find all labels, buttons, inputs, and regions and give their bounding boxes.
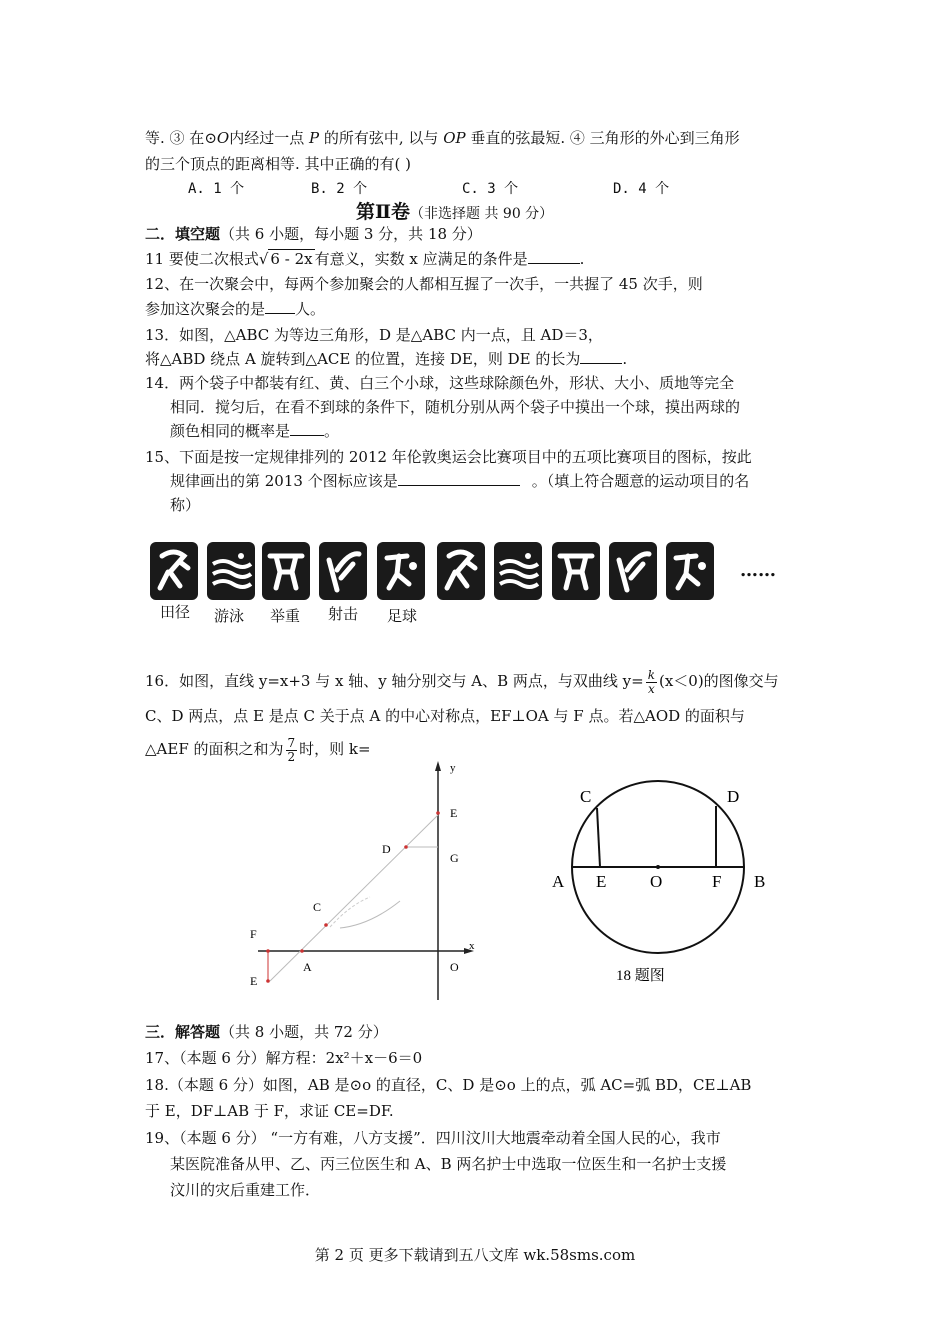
icon-label-shooting: 射击 <box>328 605 359 623</box>
y-axis-arrow <box>435 761 441 771</box>
point-p: P <box>308 129 320 147</box>
q13-line1: 13．如图，△ABC 为等边三角形，D 是△ABC 内一点，且 AD＝3， <box>145 326 603 344</box>
label-d: D <box>727 787 740 806</box>
athletics-icon <box>150 542 198 600</box>
fraction-numerator: 7 <box>287 735 296 750</box>
q16-text: (x＜0)的图像交与 <box>658 672 779 690</box>
center-o <box>656 865 660 869</box>
label-d: D <box>382 842 391 856</box>
q14-line1: 14．两个袋子中都装有红、黄、白三个小球，这些球除颜色外，形状、大小、质地等完全 <box>145 374 735 392</box>
weightlifting-icon <box>262 542 310 600</box>
section2-subtitle: （非选择题 共 90 分） <box>410 206 554 222</box>
label-g: G <box>450 851 459 865</box>
figure-16 <box>240 755 490 1005</box>
label-o: O <box>650 872 663 891</box>
section2-heading: 二．填空题 <box>145 225 221 243</box>
label-c: C <box>313 900 322 914</box>
answer-blank[interactable] <box>580 349 622 364</box>
athletics-icon <box>437 542 485 600</box>
q14-line3 <box>170 420 339 442</box>
point-e-top <box>436 811 440 815</box>
section3-heading: 三．解答题 <box>145 1023 221 1041</box>
icon-label-weightlifting: 举重 <box>270 607 301 625</box>
circle-o-symbol: ⊙O <box>204 129 230 147</box>
q15-line1: 15、下面是按一定规律排列的 2012 年伦敦奥运会比赛项目中的五项比赛项目的图标，按此 <box>145 448 752 466</box>
q12-line1: 12、在一次聚会中，每两个参加聚会的人都相互握了一次手，一共握了 45 次手，则 <box>145 275 703 293</box>
hyperbola-branch <box>340 901 400 928</box>
line-y-x-plus-3 <box>270 815 438 981</box>
shooting-icon <box>319 542 367 600</box>
label-f: F <box>712 872 722 891</box>
q10-text: 垂直的弦最短. ④ 三角形的外心到三角形 <box>470 129 740 147</box>
q10-option-d: D. 4 个 <box>613 181 670 197</box>
q12-text: 人。 <box>295 300 326 318</box>
segment-ce <box>597 808 600 867</box>
label-a: A <box>552 872 565 891</box>
label-e-bottom: E <box>250 974 258 988</box>
figure-18 <box>540 780 780 990</box>
q13-line2 <box>145 348 627 370</box>
q16-text: △AEF 的面积之和为 <box>145 740 284 758</box>
q10-text: 的所有弦中, 以与 <box>323 129 439 147</box>
fraction-k-over-x <box>646 669 657 696</box>
swimming-icon <box>207 542 255 600</box>
q15-text: 规律画出的第 2013 个图标应该是 <box>170 472 398 490</box>
q17: 17、（本题 6 分）解方程：2x²＋x－6＝0 <box>145 1049 423 1067</box>
q11-text: 有意义，实数 x 应满足的条件是 <box>314 250 528 268</box>
q19-line1: 19、（本题 6 分） “一方有难，八方支援”．四川汶川大地震牵动着全国人民的心，我市 <box>145 1129 721 1147</box>
point-e-bottom <box>266 979 270 983</box>
fraction-denominator: 2 <box>287 749 296 764</box>
answer-blank[interactable] <box>265 299 295 314</box>
label-f: F <box>250 927 257 941</box>
sqrt-symbol: √ <box>258 250 269 268</box>
sqrt-radicand: 6 - 2x <box>270 250 313 268</box>
q14-line2: 相同．搅匀后，在看不到球的条件下，随机分别从两个袋子中摸出一个球，摸出两球的 <box>170 398 741 416</box>
answer-blank[interactable] <box>528 249 580 264</box>
weightlifting-icon <box>552 542 600 600</box>
swimming-icon <box>494 542 542 600</box>
q11-end: . <box>579 250 585 268</box>
q16-text: 16．如图，直线 y=x+3 与 x 轴、y 轴分别交与 A、B 两点，与双曲线 y= <box>145 672 644 690</box>
q10-option-c: C. 3 个 <box>462 181 519 197</box>
icon-label-swimming: 游泳 <box>214 607 245 625</box>
label-e: E <box>596 872 607 891</box>
q11 <box>145 248 584 270</box>
point-c <box>324 923 328 927</box>
q12-text: 参加这次聚会的是 <box>145 300 266 318</box>
section2-heading-row <box>145 223 482 245</box>
section3-note: （共 8 小题，共 72 分） <box>220 1023 388 1041</box>
q13-text: 将△ABD 绕点 A 旋转到△ACE 的位置，连接 DE，则 DE 的长为 <box>145 350 581 368</box>
q15-line2 <box>170 470 749 492</box>
segment-op: OP <box>443 129 466 147</box>
point-a <box>300 949 304 953</box>
q11-text: 11 要使二次根式 <box>145 250 259 268</box>
q19-line2: 某医院准备从甲、乙、丙三位医生和 A、B 两名护士中选取一位医生和一名护士支援 <box>170 1155 727 1173</box>
label-e-top: E <box>450 806 458 820</box>
q10-option-a: A. 1 个 <box>188 181 245 197</box>
fraction-denominator: x <box>647 681 655 696</box>
q10-text: 内经过一点 <box>229 129 305 147</box>
q10-line1 <box>145 127 740 149</box>
q16-text: 时，则 k= <box>299 740 371 758</box>
shooting-icon <box>609 542 657 600</box>
q13-end: . <box>622 350 628 368</box>
q18-line2: 于 E，DF⊥AB 于 F，求证 CE=DF. <box>145 1102 394 1120</box>
q15-line3: 称） <box>170 496 201 514</box>
q16-line1 <box>145 666 779 696</box>
section2-heading-note: （共 6 小题，每小题 3 分，共 18 分） <box>220 225 482 243</box>
q10-line2: 的三个顶点的距离相等. 其中正确的有( ) <box>145 155 412 173</box>
label-x: x <box>469 940 475 952</box>
fraction-numerator: k <box>647 667 655 682</box>
q10-option-b: B. 2 个 <box>311 181 368 197</box>
section2-title: 第Ⅱ卷 <box>356 201 411 223</box>
icon-label-athletics: 田径 <box>160 603 191 621</box>
label-y: y <box>450 762 456 774</box>
football-icon <box>377 542 425 600</box>
figure-18-caption: 18 题图 <box>616 968 665 984</box>
q16-line2: C、D 两点，点 E 是点 C 关于点 A 的中心对称点，EF⊥OA 与 F 点。若△AOD 的面积与 <box>145 707 745 725</box>
label-o: O <box>450 960 459 974</box>
point-d <box>404 845 408 849</box>
q15-text: 。（填上符合题意的运动项目的名 <box>531 472 750 490</box>
label-c: C <box>580 787 592 806</box>
page-footer: 第 2 页 更多下载请到五八文库 wk.58sms.com <box>314 1246 636 1264</box>
q18-line1: 18.（本题 6 分）如图，AB 是⊙o 的直径，C、D 是⊙o 上的点，弧 AC=弧 BD，CE⊥AB <box>145 1076 752 1094</box>
q14-text: 颜色相同的概率是 <box>170 422 291 440</box>
icon-label-football: 足球 <box>387 607 418 625</box>
answer-blank[interactable] <box>398 471 520 486</box>
label-b: B <box>754 872 766 891</box>
q14-text: 。 <box>324 422 340 440</box>
football-icon <box>666 542 714 600</box>
ellipsis: …… <box>740 560 776 581</box>
section2-title-row <box>356 197 553 224</box>
answer-blank[interactable] <box>290 421 324 436</box>
q10-text: 等. ③ 在 <box>145 129 205 147</box>
q19-line3: 汶川的灾后重建工作． <box>170 1181 321 1199</box>
section3-heading-row <box>145 1021 388 1043</box>
point-f <box>266 949 270 953</box>
label-a: A <box>303 960 312 974</box>
q12-line2 <box>145 298 325 320</box>
